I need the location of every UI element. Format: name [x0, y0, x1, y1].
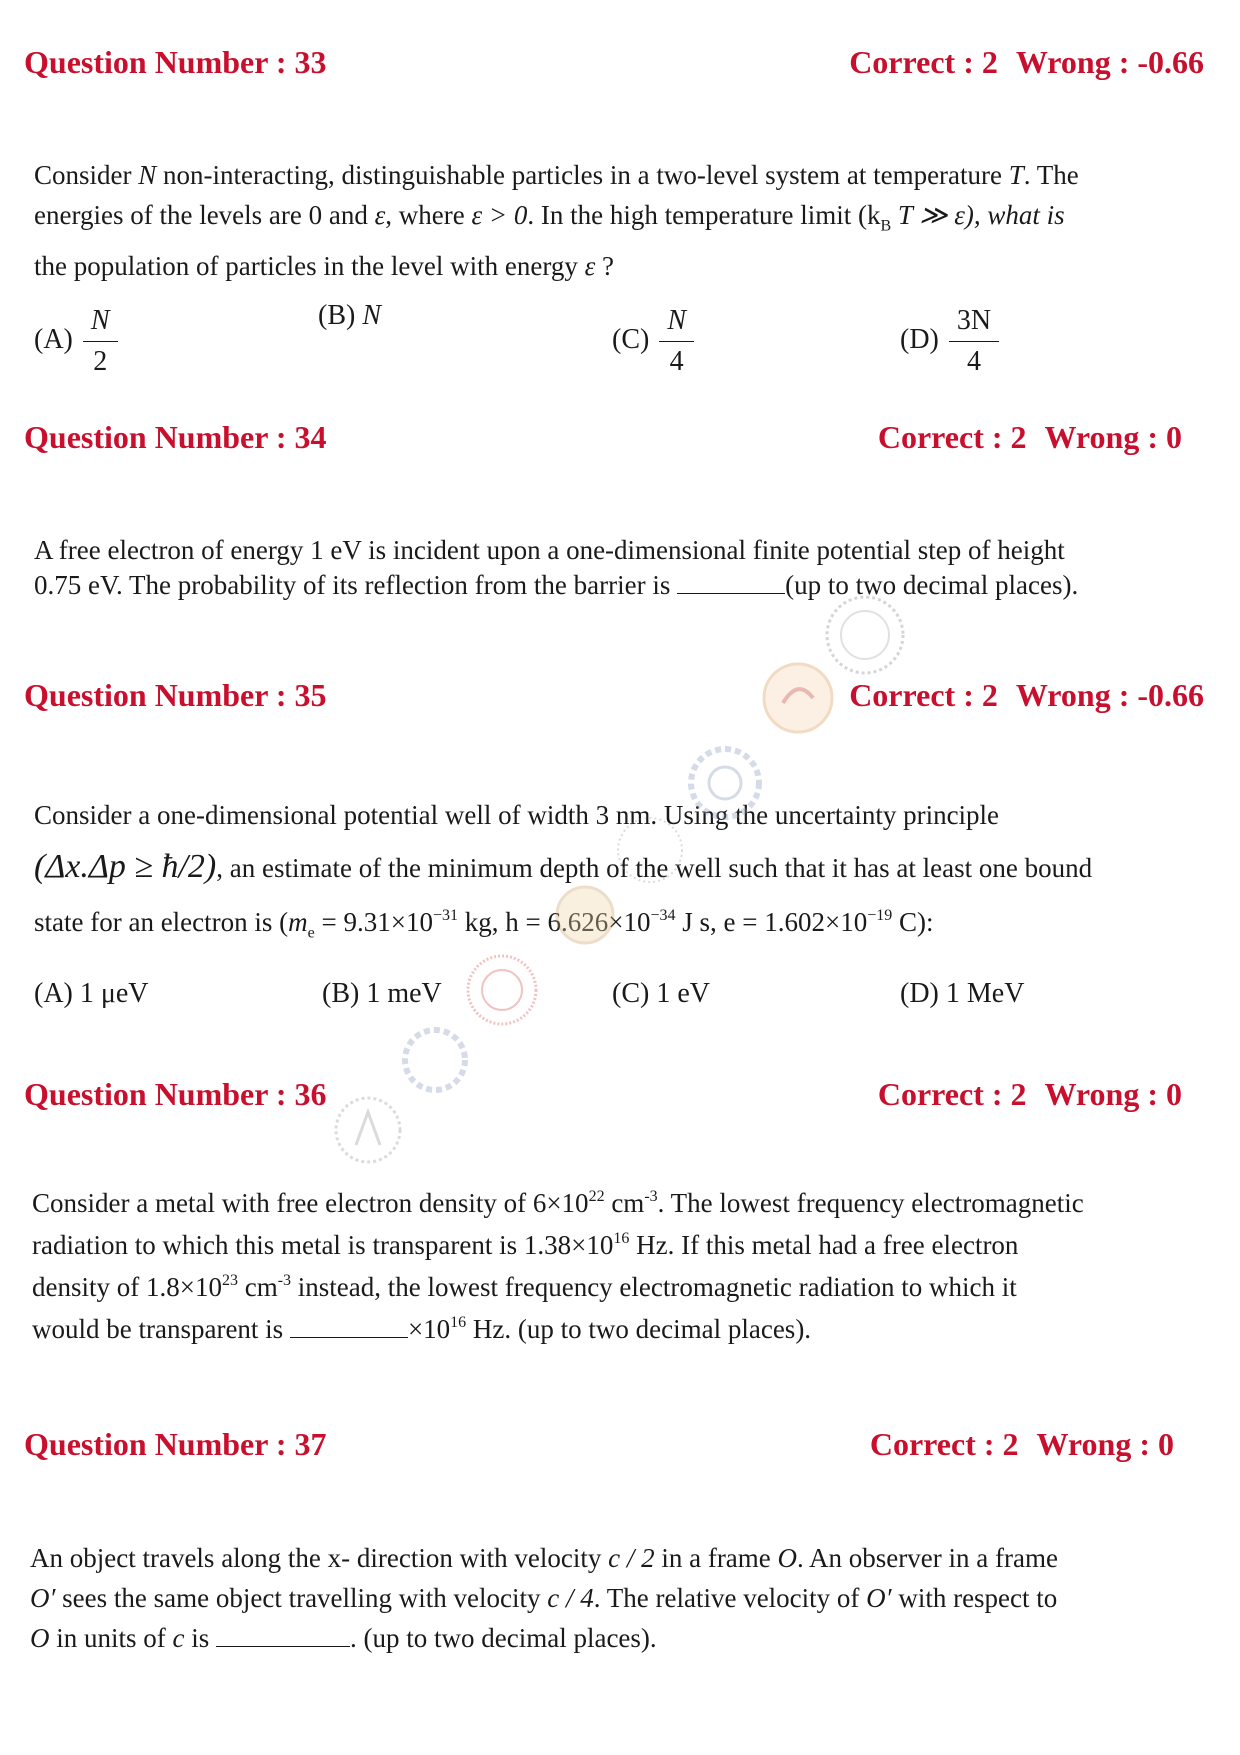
- q35-option-b: (B) 1 meV: [322, 978, 442, 1009]
- uncertainty-principle: (Δx.Δp ≥ ħ/2): [34, 848, 217, 885]
- watermark-seal-icon: [758, 658, 838, 738]
- question-number: Question Number : 37: [24, 1426, 327, 1462]
- watermark-seal-icon: [328, 1090, 408, 1170]
- q34-question-text: A free electron of energy 1 eV is incident upon a one-dimensional finite potential step of height 0.75 eV. The probability of its reflection from the barrier is (up to two decimal places).: [34, 535, 1079, 600]
- q33-option-b: (B) N: [318, 300, 382, 331]
- q34-header: [24, 419, 1204, 463]
- marking-scheme: Correct : 2 Wrong : 0: [869, 1426, 1174, 1462]
- q37-header: [24, 1426, 1204, 1470]
- question-number: Question Number : 36: [24, 1076, 327, 1112]
- q35-option-c: (C) 1 eV: [612, 978, 710, 1009]
- watermark-seal-icon: [610, 810, 690, 890]
- q33-option-c: (C) $\frac{N}{4}$: [612, 305, 694, 378]
- q36-question-text: Consider a metal with free electron density of $6\times 10^{22}$ $cm^{-3}$. The lowest frequency electromagnetic radiation to which this metal is transparent is $1.38\times 10^{16}$ Hz. If this metal had a free electron density of $1.8\times 10^{23}$ $cm^{-3}$ instead, the lowest frequency electromagnetic radiation to which it would be transparent is $\times 10^{16}$ Hz. (up to two decimal places).: [32, 1188, 1084, 1344]
- q33-option-d: (D) $\frac{3N}{4}$: [900, 305, 999, 378]
- question-number: Question Number : 34: [24, 419, 327, 455]
- marking-scheme: Correct : 2 Wrong : -0.66: [849, 44, 1204, 80]
- q33-question-text: Consider N non-interacting, distinguishable particles in a two-level system at temperature T. The energies of the levels are 0 and ε, where ε > 0. In the high temperature limit ($k_B$ T ≫ ε), what is the population of particles in the level with energy ε ?: [34, 160, 1079, 282]
- watermark-seal-icon: [462, 950, 542, 1030]
- question-number: Question Number : 35: [24, 677, 327, 713]
- marking-scheme: Correct : 2 Wrong : 0: [877, 1076, 1182, 1112]
- marking-scheme: Correct : 2 Wrong : 0: [877, 419, 1182, 455]
- marking-scheme: Correct : 2 Wrong : -0.66: [849, 677, 1204, 713]
- watermark-gear-icon: [680, 738, 770, 828]
- q35-option-d: (D) 1 MeV: [900, 978, 1025, 1009]
- answer-blank: [290, 1311, 408, 1338]
- watermark-gear-icon: [395, 1020, 475, 1100]
- q33-option-a: (A) $\frac{N}{2}$: [34, 305, 118, 378]
- q37-question-text: An object travels along the x- direction with velocity c / 2 in a frame O. An observer in a frame O′ sees the same object travelling with velocity c / 4. The relative velocity of O′ with respect to O in units of c is . (up to two decimal places).: [30, 1543, 1058, 1653]
- watermark-seal-icon: [550, 880, 620, 950]
- q35-option-a: (A) 1 μeV: [34, 978, 149, 1009]
- q35-header: [24, 677, 1204, 721]
- answer-blank: [216, 1620, 350, 1647]
- answer-blank: [677, 567, 785, 594]
- q33-header: [24, 44, 1204, 88]
- q35-question-text: Consider a one-dimensional potential well of width 3 nm. Using the uncertainty principle (Δx.Δp ≥ ħ/2), an estimate of the minimum depth of the well such that it has at least one bound state for an electron is ($m_e = 9.31\times 10^{-31}$ kg, $h = 6.626\times 10^{-34}$ J s, $e = 1.602\times 10^{-19}$ C):: [34, 800, 1093, 942]
- question-number: Question Number : 33: [24, 44, 327, 80]
- q36-header: [24, 1076, 1204, 1120]
